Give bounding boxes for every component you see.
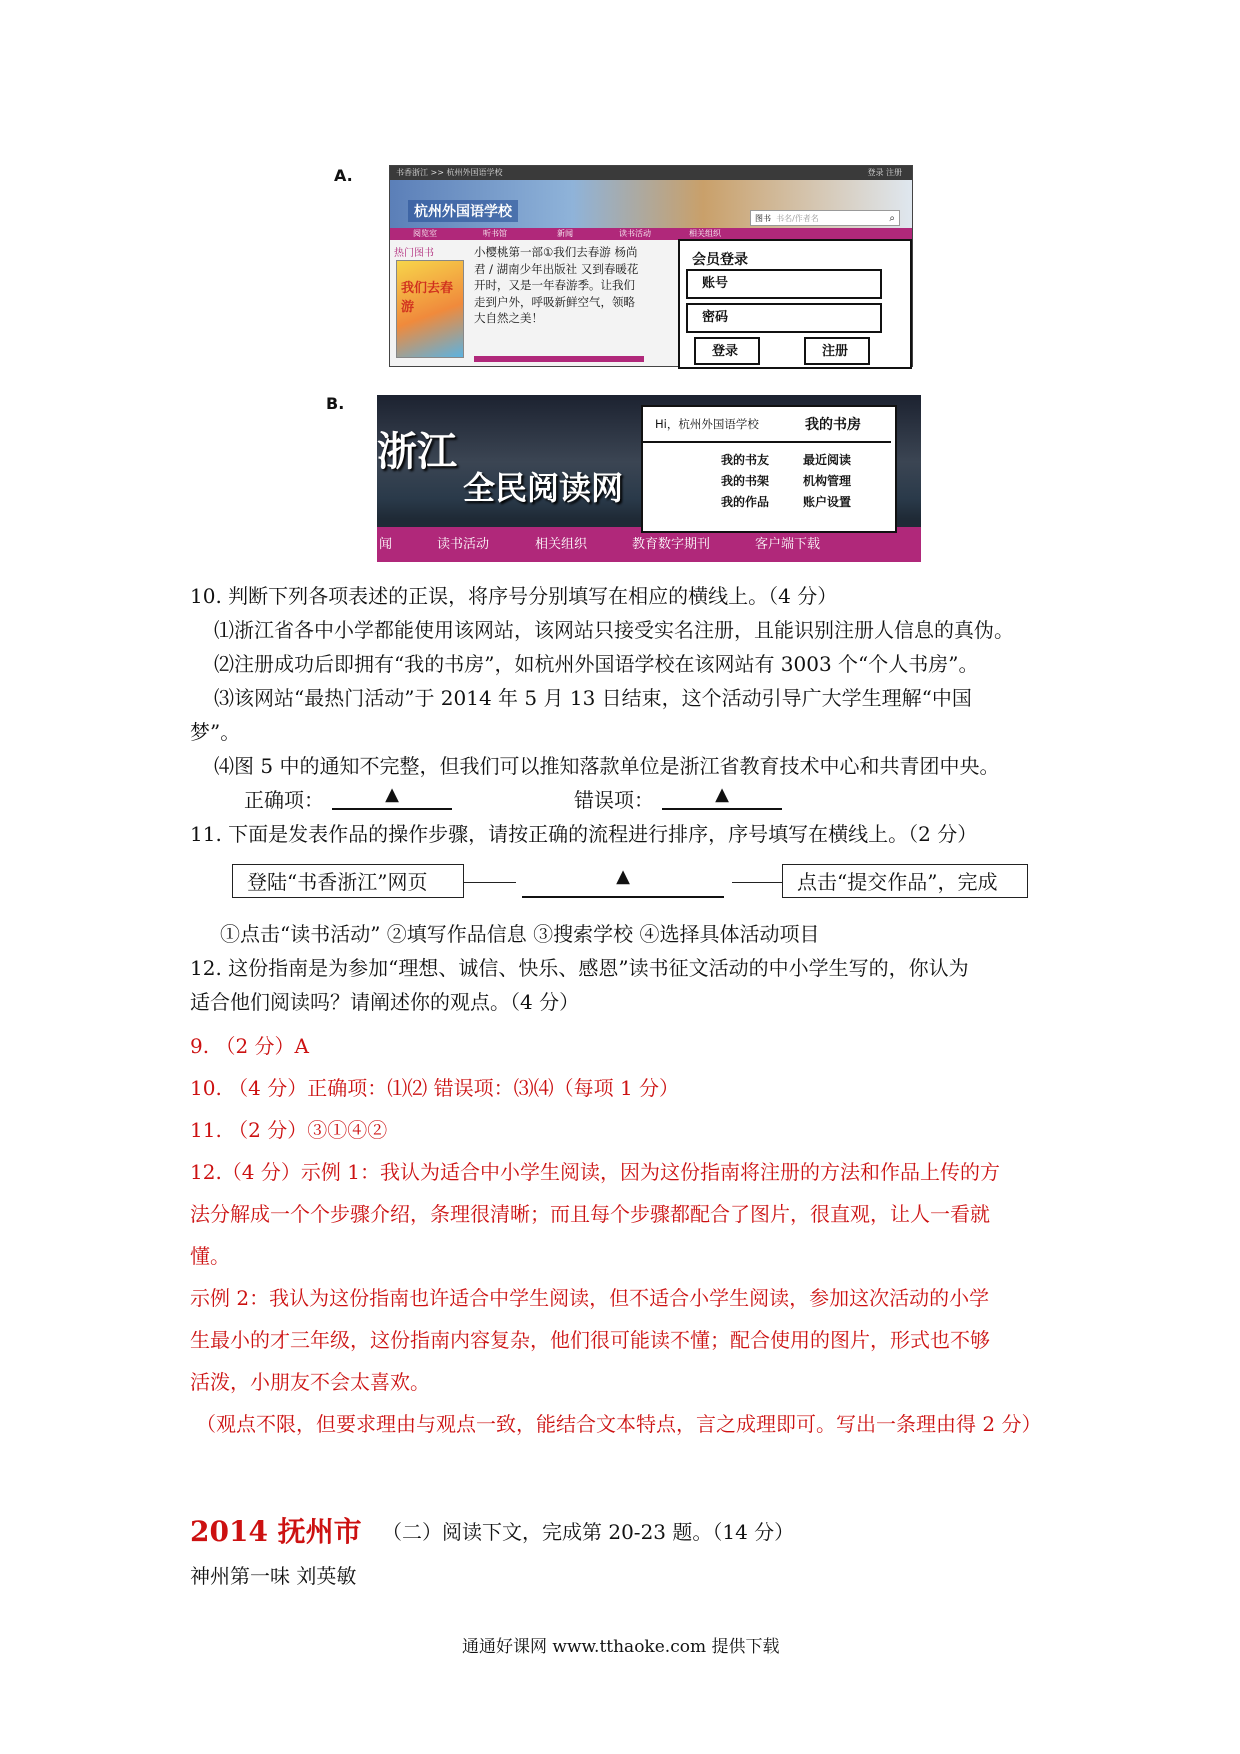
figure-a-label: A. (334, 166, 353, 185)
flow-connector (464, 882, 516, 883)
q12-stem-line2: 适合他们阅读吗？请阐述你的观点。（4 分） (190, 990, 580, 1014)
my-study-popup (641, 405, 897, 533)
flow-start-box: 登陆“书香浙江”网页 (232, 864, 464, 898)
member-login-panel (678, 239, 912, 369)
school-name: 杭州外国语学校 (408, 200, 518, 222)
answer-12-line: 活泼，小朋友不会太喜欢。 (190, 1370, 430, 1394)
q10-item-3-cont: 梦”。 (190, 720, 241, 744)
q10-item-2: ⑵注册成功后即拥有“我的书房”，如杭州外国语学校在该网站有 3003 个“个人书房”。 (214, 652, 979, 676)
nav-item[interactable]: 相关组织 (689, 229, 721, 238)
password-field[interactable]: 密码 (686, 303, 882, 333)
q12-stem-line1: 12. 这份指南是为参加“理想、诚信、快乐、感恩”读书征文活动的中小学生写的，你认为 (190, 956, 969, 980)
q10-stem: 10. 判断下列各项表述的正误，将序号分别填写在相应的横线上。（4 分） (190, 584, 838, 608)
nav-item[interactable]: 读书活动 (437, 537, 490, 552)
popup-item[interactable]: 机构管理 (803, 474, 852, 488)
greeting: Hi，杭州外国语学校 (655, 417, 759, 431)
section-intro: （二）阅读下文，完成第 20-23 题。（14 分） (382, 1520, 795, 1544)
answer-12-line: 12.（4 分）示例 1：我认为适合中小学生阅读，因为这份指南将注册的方法和作品上传的方 (190, 1160, 1000, 1184)
search-input[interactable]: 图书 书名/作者名 ⌕ (750, 210, 900, 226)
banner-title-left: 浙江 (377, 429, 457, 475)
register-button[interactable]: 注册 (804, 337, 870, 365)
answer-9: 9. （2 分）A (190, 1034, 309, 1058)
wrong-label: 错误项： (574, 788, 654, 812)
popup-item[interactable]: 最近阅读 (803, 453, 852, 467)
q10-item-3: ⑶该网站“最热门活动”于 2014 年 5 月 13 日结束，这个活动引导广大学生理解“中国 (214, 686, 972, 710)
nav-item[interactable]: 听书馆 (483, 229, 507, 238)
pink-bar (474, 356, 644, 362)
q10-item-1: ⑴浙江省各中小学都能使用该网站，该网站只接受实名注册，且能识别注册人信息的真伪。 (214, 618, 1014, 642)
nav-item[interactable]: 闻 (379, 537, 393, 552)
section-title: 2014 抚州市 (190, 1515, 362, 1548)
correct-answer-blank[interactable]: ▲ (332, 784, 452, 810)
flow-answer-blank[interactable]: ▲ (522, 868, 724, 898)
nav-item[interactable]: 阅览室 (413, 229, 437, 238)
flow-end-box: 点击“提交作品”，完成 (782, 864, 1028, 898)
book-blurb: 小樱桃第一部①我们去春游 杨尚君 / 湖南少年出版社 又到春暖花开时，又是一年春游季。让我们走到户外，呼吸新鲜空气，领略大自然之美！ (474, 245, 639, 325)
answer-12-line: 懂。 (190, 1244, 230, 1268)
answer-10: 10. （4 分）正确项：⑴⑵ 错误项：⑶⑷（每项 1 分） (190, 1076, 680, 1100)
figure-a-banner (390, 180, 912, 228)
popup-item[interactable]: 账户设置 (803, 495, 852, 509)
hot-books-label: 热门图书 (394, 248, 434, 259)
nav-item[interactable]: 相关组织 (535, 537, 588, 552)
nav-item[interactable]: 教育数字期刊 (632, 537, 711, 552)
nav-item[interactable]: 新闻 (557, 229, 573, 238)
login-button[interactable]: 登录 (694, 337, 760, 365)
my-study-title[interactable]: 我的书房 (805, 417, 861, 433)
answer-12-line: 示例 2：我认为这份指南也许适合中学生阅读，但不适合小学生阅读，参加这次活动的小学 (190, 1286, 990, 1310)
footer-text: 通通好课网 www.tthaoke.com 提供下载 (462, 1637, 780, 1657)
popup-item[interactable]: 我的书友 (721, 453, 770, 467)
flow-connector (732, 882, 782, 883)
login-title: 会员登录 (692, 252, 748, 268)
q10-item-4: ⑷图 5 中的通知不完整，但我们可以推知落款单位是浙江省教育技术中心和共青团中央。 (214, 754, 1000, 778)
answer-11: 11. （2 分）③①④② (190, 1118, 388, 1142)
article-title: 神州第一味 刘英敏 (190, 1564, 357, 1588)
nav-item[interactable]: 读书活动 (619, 229, 651, 238)
popup-item[interactable]: 我的作品 (721, 495, 770, 509)
q11-options: ①点击“读书活动” ②填写作品信息 ③搜索学校 ④选择具体活动项目 (220, 922, 820, 946)
figure-b-label: B. (326, 394, 345, 413)
nav-item[interactable]: 客户端下载 (755, 537, 821, 552)
book-cover[interactable]: 我们去春游 (396, 260, 464, 358)
answer-12-line: 法分解成一个个步骤介绍，条理很清晰；而且每个步骤都配合了图片，很直观，让人一看就 (190, 1202, 990, 1226)
q11-stem: 11. 下面是发表作品的操作步骤，请按正确的流程进行排序，序号填写在横线上。（2 分） (190, 822, 978, 846)
account-field[interactable]: 账号 (686, 269, 882, 299)
popup-item[interactable]: 我的书架 (721, 474, 770, 488)
correct-label: 正确项： (244, 788, 324, 812)
figure-a-topbar: 书香浙江 >> 杭州外国语学校 登录 注册 (390, 166, 912, 180)
search-icon[interactable]: ⌕ (889, 213, 895, 224)
banner-title-right: 全民阅读网 (463, 469, 624, 507)
answer-12-line: 生最小的才三年级，这份指南内容复杂，他们很可能读不懂；配合使用的图片，形式也不够 (190, 1328, 990, 1352)
wrong-answer-blank[interactable]: ▲ (662, 784, 782, 810)
popup-header (643, 407, 891, 443)
answer-12-line: （观点不限，但要求理由与观点一致，能结合文本特点，言之成理即可。写出一条理由得 2 分） (196, 1412, 1042, 1436)
